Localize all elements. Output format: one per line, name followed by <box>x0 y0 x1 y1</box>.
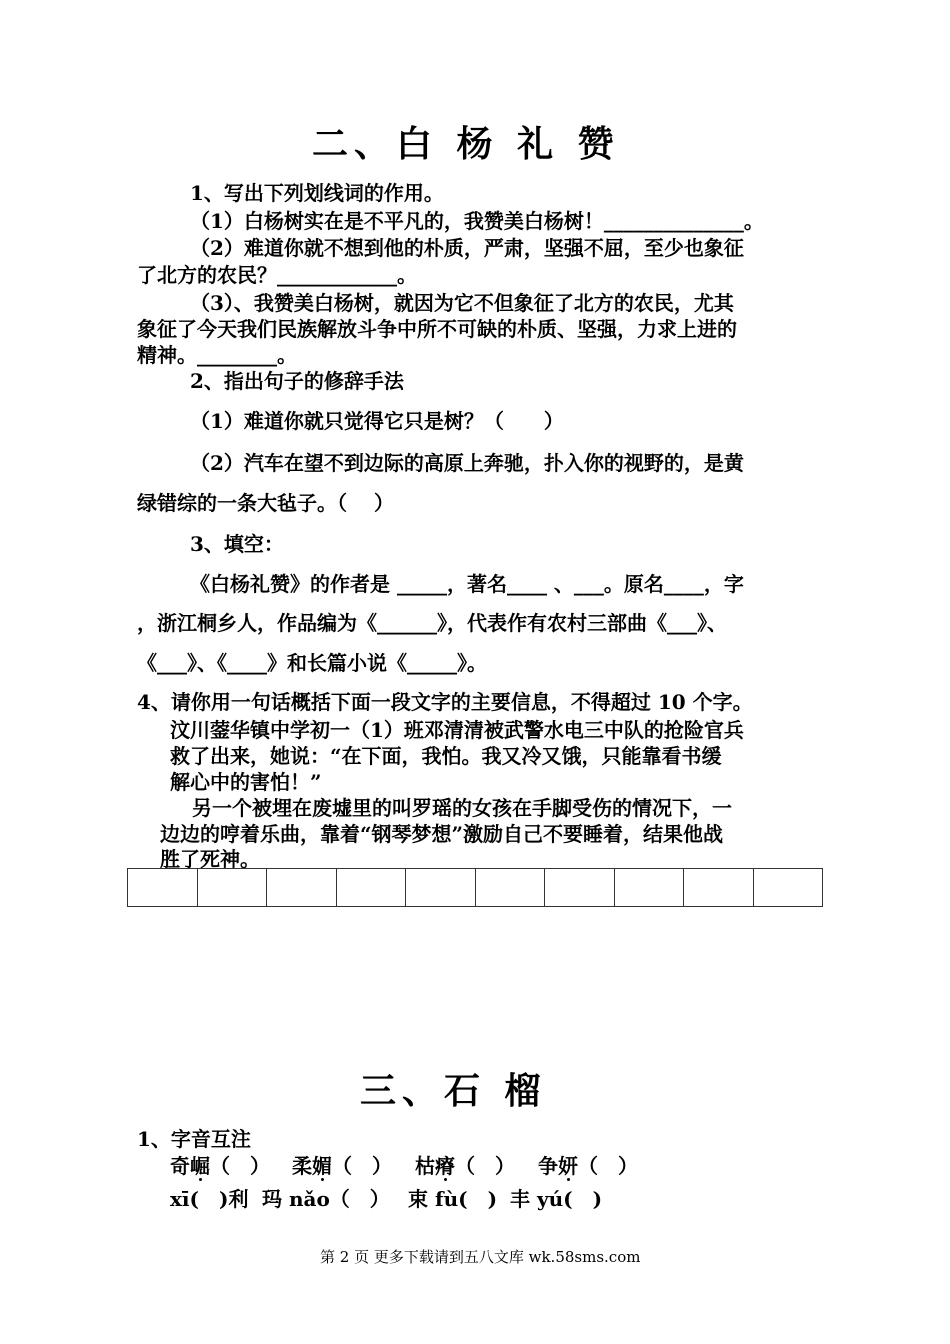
word4-char1: 争 <box>538 1154 558 1178</box>
q1-item2-line2: 了北方的农民？____________。 <box>137 263 417 287</box>
answer-cell-4[interactable] <box>336 869 406 907</box>
pinyin-word-3 <box>415 1153 515 1179</box>
q2-item1: （1）难道你就只觉得它只是树？（ ） <box>190 409 564 433</box>
q2-item2-line2: 绿错综的一条大毡子。（ ） <box>137 491 394 515</box>
answer-cell-10[interactable] <box>753 869 823 907</box>
word1-blank: （ ） <box>210 1154 270 1178</box>
answer-cell-3[interactable] <box>267 869 337 907</box>
s3-q1-heading: 1、字音互注 <box>137 1127 251 1151</box>
section-title-baiyang: 二、白 杨 礼 赞 <box>312 123 620 165</box>
page-footer: 第 2 页 更多下载请到五八文库 wk.58sms.com <box>320 1248 641 1266</box>
answer-cell-1[interactable] <box>128 869 198 907</box>
word4-blank: （ ） <box>578 1154 638 1178</box>
q1-heading: 1、写出下列划线词的作用。 <box>190 181 444 205</box>
word2-char2-dotted: 媚 <box>312 1154 332 1178</box>
answer-grid <box>127 868 823 907</box>
q2-heading: 2、指出句子的修辞手法 <box>190 369 404 393</box>
q4-p2-line1: 另一个被埋在废墟里的叫罗瑶的女孩在手脚受伤的情况下，一 <box>192 796 732 820</box>
word4-char2-dotted: 妍 <box>558 1154 578 1178</box>
q4-heading: 4、请你用一句话概括下面一段文字的主要信息，不得超过 10 个字。 <box>137 690 753 714</box>
word1-char2-dotted: 崛 <box>190 1154 210 1178</box>
word2-char1: 柔 <box>292 1154 312 1178</box>
pinyin-word-2 <box>292 1153 392 1179</box>
answer-grid-row <box>128 869 823 907</box>
pinyin-word-4 <box>538 1153 638 1179</box>
pinyin-item-2: 玛 nǎo（ ） <box>262 1187 390 1211</box>
q4-p1-line3: 解心中的害怕！” <box>170 770 322 794</box>
q1-item1: （1）白杨树实在是不平凡的，我赞美白杨树！______________。 <box>190 209 764 233</box>
answer-cell-9[interactable] <box>684 869 754 907</box>
q4-p1-line1: 汶川蓥华镇中学初一（1）班邓清清被武警水电三中队的抢险官兵 <box>170 718 744 742</box>
pinyin-word-1 <box>170 1153 270 1179</box>
q3-heading: 3、填空： <box>190 532 284 556</box>
q3-line1: 《白杨礼赞》的作者是 _____，著名____ 、___。原名____，字 <box>190 572 744 596</box>
word1-char1: 奇 <box>170 1154 190 1178</box>
q1-item3-line3: 精神。________。 <box>137 343 297 367</box>
answer-cell-7[interactable] <box>545 869 615 907</box>
answer-cell-2[interactable] <box>197 869 267 907</box>
answer-cell-6[interactable] <box>475 869 545 907</box>
q3-line3: 《___》、《____》和长篇小说《_____》。 <box>137 651 487 675</box>
section-title-shiliu: 三、石 榴 <box>360 1070 547 1112</box>
word2-blank: （ ） <box>332 1154 392 1178</box>
word3-blank: （ ） <box>455 1154 515 1178</box>
answer-cell-8[interactable] <box>614 869 684 907</box>
q4-p2-line2: 边边的哼着乐曲，靠着“钢琴梦想”激励自己不要睡着，结果他战 <box>160 822 724 846</box>
q1-item3-line2: 象征了今天我们民族解放斗争中所不可缺的朴质、坚强，力求上进的 <box>137 317 737 341</box>
pinyin-item-4: 丰 yú( ) <box>510 1187 603 1211</box>
word3-char2-dotted: 瘠 <box>435 1154 455 1178</box>
q2-item2-line1: （2）汽车在望不到边际的高原上奔驰，扑入你的视野的，是黄 <box>190 451 744 475</box>
q4-p2-line3: 胜了死神。 <box>160 847 260 871</box>
q3-line2: ，浙江桐乡人，作品编为《______》，代表作有农村三部曲《___》、 <box>137 611 727 635</box>
pinyin-item-1: xī( )利 <box>170 1187 249 1211</box>
q1-item3-line1: （3）、我赞美白杨树，就因为它不但象征了北方的农民，尤其 <box>190 291 734 315</box>
q4-p1-line2: 救了出来，她说：“在下面，我怕。我又冷又饿，只能靠看书缓 <box>170 744 722 768</box>
answer-cell-5[interactable] <box>406 869 476 907</box>
pinyin-item-3: 束 fù( ) <box>408 1187 498 1211</box>
word3-char1: 枯 <box>415 1154 435 1178</box>
q1-item2-line1: （2）难道你就不想到他的朴质，严肃，坚强不屈，至少也象征 <box>190 236 744 260</box>
